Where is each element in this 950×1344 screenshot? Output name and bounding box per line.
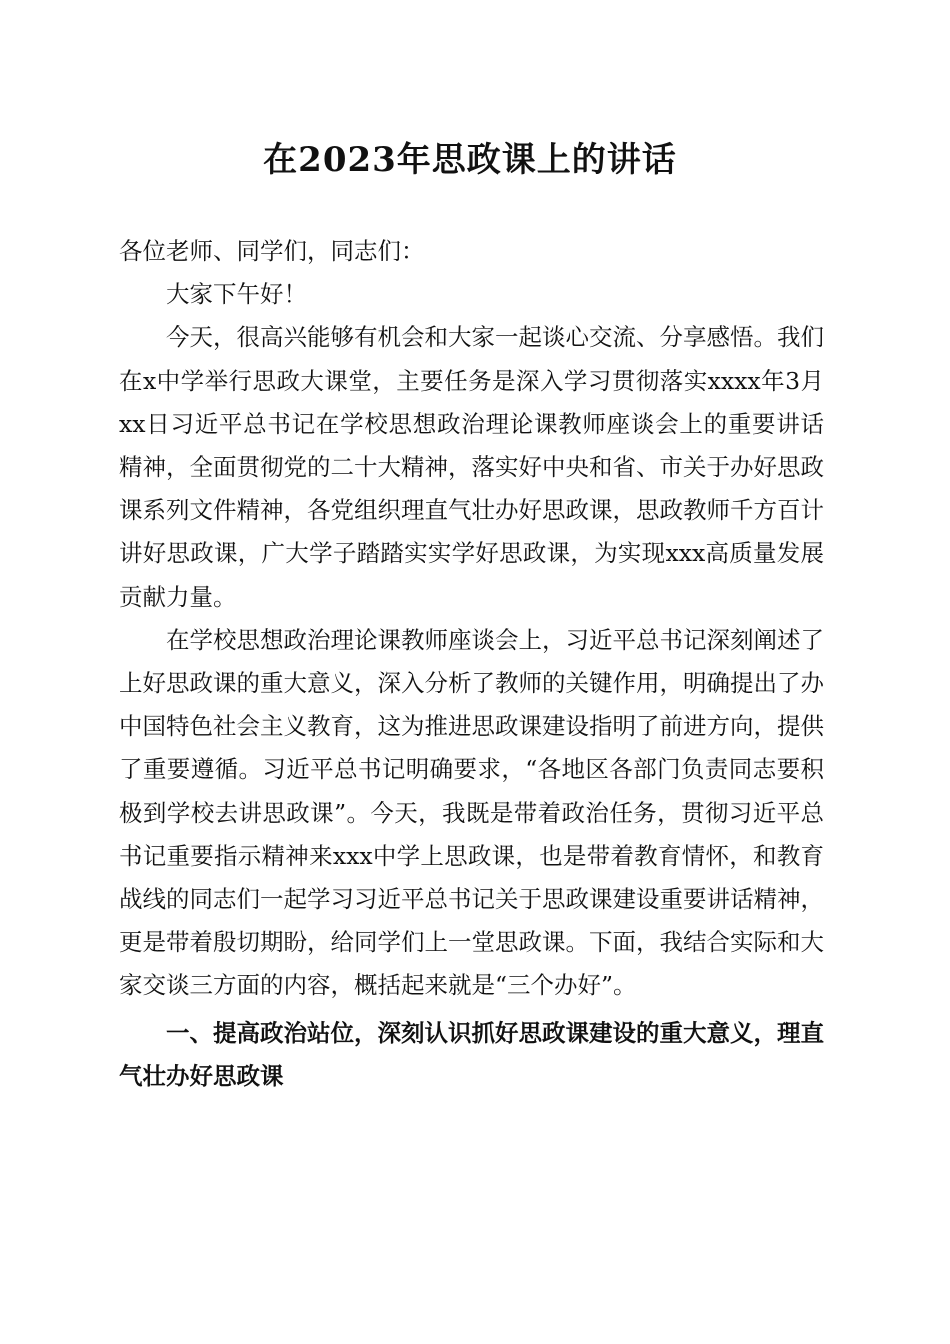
paragraph-1: 今天，很高兴能够有机会和大家一起谈心交流、分享感悟。我们在x中学举行思政大课堂，主要任务是深入学习贯彻落实xxxx年3月xx日习近平总书记在学校思想政治理论课教师座谈会上的重要讲话精神，全面贯彻党的二十大精神，落实好中央和省、市关于办好思政课系列文件精神，各党组织理直气壮办好思政课，思政教师千方百计讲好思政课，广大学子踏踏实实学好思政课，为实现xxx高质量发展贡献力量。 (119, 323, 824, 611)
document-title: 在2023年思政课上的讲话 (263, 140, 677, 180)
greeting: 大家下午好！ (166, 280, 307, 309)
paragraph-2: 在学校思想政治理论课教师座谈会上，习近平总书记深刻阐述了上好思政课的重大意义，深入分析了教师的关键作用，明确提出了办中国特色社会主义教育，这为推进思政课建设指明了前进方向，提供了重要遵循。习近平总书记明确要求，“各地区各部门负责同志要积极到学校去讲思政课”。今天，我既是带着政治任务，贯彻习近平总书记重要指示精神来xxx中学上思政课，也是带着教育情怀，和教育战线的同志们一起学习习近平总书记关于思政课建设重要讲话精神，更是带着殷切期盼，给同学们上一堂思政课。下面，我结合实际和大家交谈三方面的内容，概括起来就是“三个办好”。 (119, 625, 824, 1000)
document-body (119, 230, 824, 1098)
salutation: 各位老师、同学们，同志们： (119, 237, 425, 265)
section-heading: 一、提高政治站位，深刻认识抓好思政课建设的重大意义，理直气壮办好思政课 (119, 1018, 824, 1090)
